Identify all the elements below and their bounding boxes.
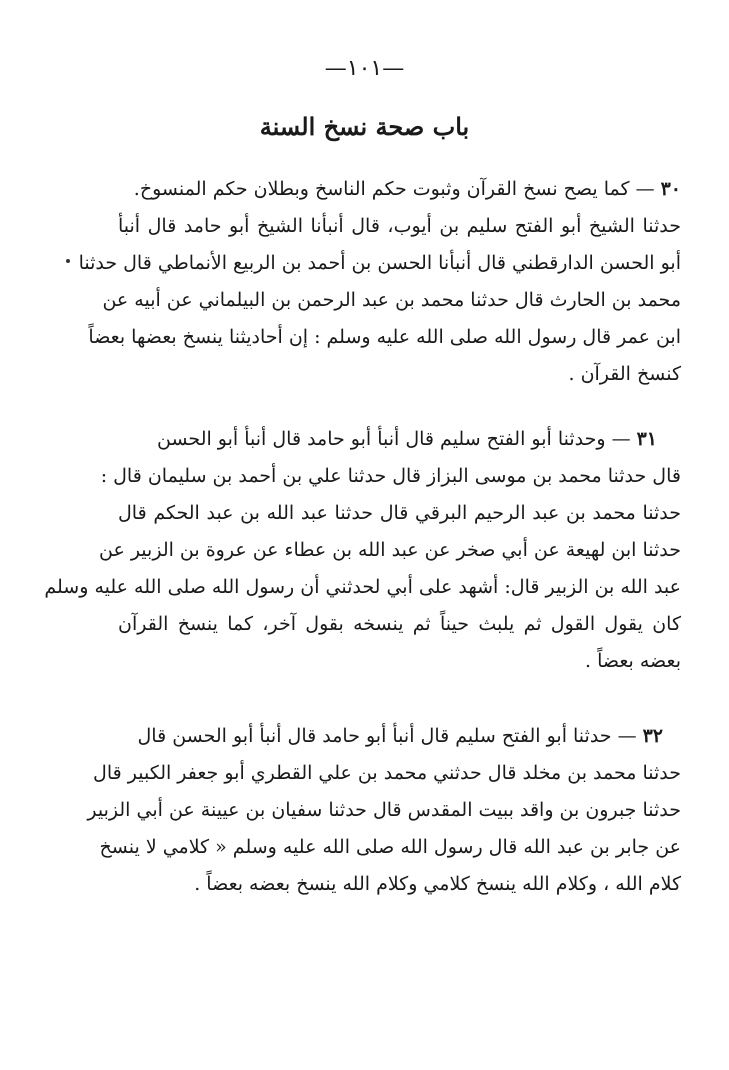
text-line-content: — حدثنا أبو الفتح سليم قال أنبأ أبو حامد قال أنبأ أبو الحسن قال — [137, 725, 637, 747]
page-number: —١٠١— — [324, 56, 405, 81]
ink-speck — [66, 259, 70, 263]
text-line: حدثنا محمد بن مخلد قال حدثني محمد بن علي القطري أبو جعفر الكبير قال — [93, 762, 681, 784]
text-line: حدثنا محمد بن عبد الرحيم البرقي قال حدثنا عبد الله بن عبد الحكم قال — [118, 502, 681, 524]
hadith-32 — [87, 718, 681, 903]
hadith-31 — [44, 421, 681, 680]
text-line: حدثنا ابن لهيعة عن أبي صخر عن عبد الله بن عطاء عن عروة بن الزبير عن — [98, 539, 681, 561]
text-line-content: — وحدثنا أبو الفتح سليم قال أنبأ أبو حامد قال أنبأ أبو الحسن — [157, 428, 631, 450]
text-line: قال حدثنا محمد بن موسى البزاز قال حدثنا علي بن أحمد بن سليمان قال : — [100, 465, 681, 487]
hadith-number: ٣٠ — [660, 178, 681, 200]
text-line — [118, 718, 681, 755]
text-line: عبد الله بن الزبير قال: أشهد على أبي لحدثني أن رسول الله صلى الله عليه وسلم — [44, 576, 681, 598]
text-line: كان يقول القول ثم يلبث حيناً ثم ينسخه بقول آخر، كما ينسخ القرآن — [118, 613, 681, 635]
hadith-number: ٣١ — [636, 428, 657, 450]
text-line: حدثنا جبرون بن واقد ببيت المقدس قال حدثنا سفيان بن عيينة عن أبي الزبير — [87, 799, 681, 821]
text-line: عن جابر بن عبد الله قال رسول الله صلى الله عليه وسلم « كلامي لا ينسخ — [99, 836, 681, 858]
hadith-number: ٣٢ — [642, 725, 663, 747]
text-line: كنسخ القرآن . — [568, 363, 681, 385]
text-line: كلام الله ، وكلام الله ينسخ كلامي وكلام الله ينسخ بعضه بعضاً . — [194, 873, 681, 895]
text-line: ابن عمر قال رسول الله صلى الله عليه وسلم : إن أحاديثنا ينسخ بعضها بعضاً — [88, 326, 681, 348]
text-line — [118, 421, 681, 458]
text-line: محمد بن الحارث قال حدثنا محمد بن عبد الرحمن بن البيلماني عن أبيه عن — [102, 289, 681, 311]
text-line — [118, 171, 681, 208]
text-line: حدثنا الشيخ أبو الفتح سليم بن أيوب، قال أنبأنا الشيخ أبو حامد قال أنبأ — [118, 215, 681, 237]
text-line: أبو الحسن الدارقطني قال أنبأنا الحسن بن أحمد بن الربيع الأنماطي قال حدثنا — [78, 252, 681, 274]
chapter-title: باب صحة نسخ السنة — [259, 112, 470, 141]
text-line-content: — كما يصح نسخ القرآن وثبوت حكم الناسخ وبطلان حكم المنسوخ. — [133, 178, 655, 200]
text-line: بعضه بعضاً . — [585, 650, 681, 672]
hadith-30 — [78, 171, 681, 393]
